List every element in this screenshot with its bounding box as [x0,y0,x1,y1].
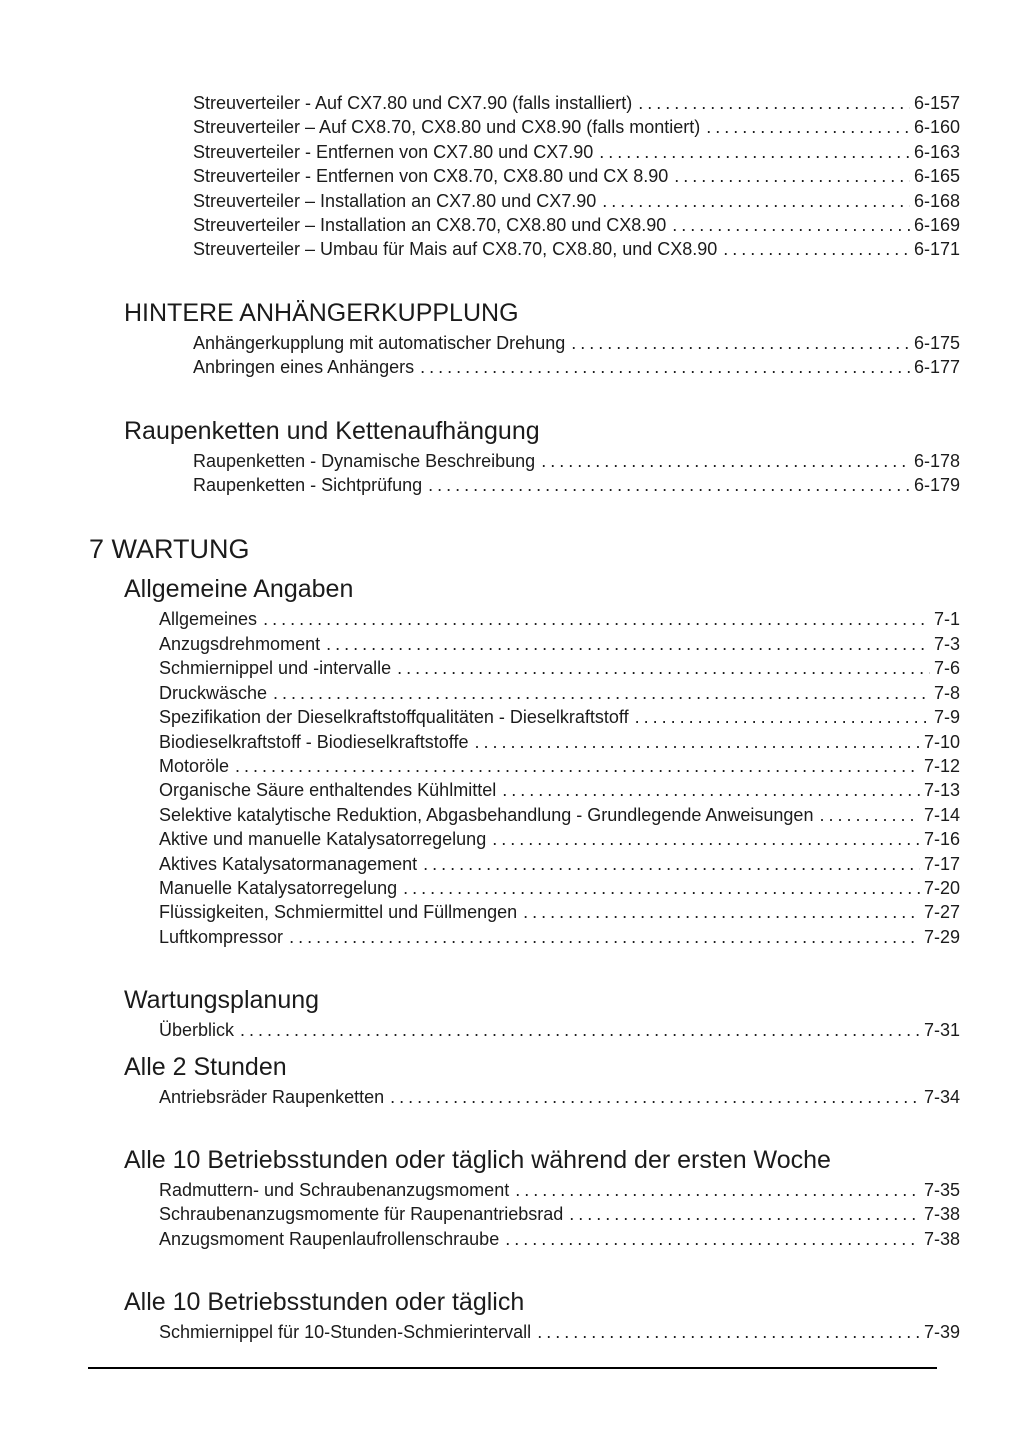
toc-entry-label: Antriebsräder Raupenketten [159,1086,385,1107]
toc-entry-label: Überblick [159,1020,235,1041]
toc-entry[interactable] [159,705,960,729]
toc-leader-dots [505,1227,920,1251]
toc-entry-page-number: 6-179 [913,475,960,496]
toc-entry[interactable] [193,449,960,473]
toc-entry-label: Streuverteiler - Auf CX7.80 und CX7.90 (falls installiert) [193,93,633,113]
toc-entry[interactable] [193,213,960,237]
toc-entry[interactable] [193,140,960,164]
toc-leader-dots [263,607,930,631]
toc-chapter-heading: 7 WARTUNG [89,534,250,565]
toc-entry-page-number: 6-177 [913,357,960,378]
toc-entry-label: Biodieselkraftstoff - Biodieselkraftstoffe [159,731,469,752]
toc-entry-group [89,607,960,949]
toc-entry[interactable] [159,656,960,680]
toc-entry-label: Schmiernippel für 10-Stunden-Schmierintervall [159,1322,532,1343]
toc-entry-label: Radmuttern- und Schraubenanzugsmoment [159,1179,510,1200]
toc-entry-page-number: 7-20 [923,877,960,898]
toc-leader-dots [502,778,920,802]
toc-entry-page-number: 7-10 [923,731,960,752]
toc-leader-dots [672,213,910,237]
toc-entry-label: Manuelle Katalysatorregelung [159,877,398,898]
toc-leader-dots [723,237,910,261]
toc-entry-label: Druckwäsche [159,682,268,703]
toc-entry-label: Schraubenanzugsmomente für Raupenantriebsrad [159,1204,564,1225]
toc-entry-page-number: 7-6 [933,658,960,679]
toc-entry[interactable] [159,900,960,924]
toc-entry[interactable] [159,925,960,949]
toc-entry-label: Aktive und manuelle Katalysatorregelung [159,829,487,850]
toc-entry-label: Streuverteiler – Installation an CX8.70, CX8.80 und CX8.90 [193,215,667,236]
table-of-contents [89,88,960,1345]
toc-leader-dots [397,656,930,680]
toc-entry-page-number: 7-27 [923,902,960,923]
toc-entry-page-number: 6-178 [913,450,960,471]
toc-entry-page-number: 7-14 [923,804,960,825]
toc-leader-dots [390,1085,920,1109]
toc-entry[interactable] [159,681,960,705]
toc-leader-dots [571,331,910,355]
toc-leader-dots [273,681,930,705]
toc-entry-page-number: 6-168 [913,190,960,211]
toc-entry-group [89,1320,960,1344]
toc-entry-label: Allgemeines [159,609,258,630]
toc-entry-label: Schmiernippel und -intervalle [159,658,392,679]
toc-entry-label: Streuverteiler – Auf CX8.70, CX8.80 und CX8.90 (falls montiert) [193,117,701,138]
toc-entry-page-number: 6-169 [913,215,960,236]
toc-entry-page-number: 7-13 [923,780,960,801]
toc-section-heading: Alle 10 Betriebsstunden oder täglich während der ersten Woche [124,1145,831,1174]
toc-entry-label: Streuverteiler – Umbau für Mais auf CX8.70, CX8.80, und CX8.90 [193,239,718,260]
toc-entry-page-number: 6-157 [913,93,960,113]
toc-entry[interactable] [159,754,960,778]
toc-leader-dots [326,632,930,656]
toc-entry[interactable] [159,1085,960,1109]
toc-entry[interactable] [193,164,960,188]
toc-entry-group [89,1018,960,1042]
toc-leader-dots [492,827,920,851]
toc-entry-page-number: 6-160 [913,117,960,138]
toc-entry-label: Raupenketten - Dynamische Beschreibung [193,450,536,471]
toc-entry-page-number: 7-16 [923,829,960,850]
toc-leader-dots [475,730,920,754]
toc-entry-label: Motoröle [159,755,230,776]
toc-entry[interactable] [159,730,960,754]
toc-entry-label: Flüssigkeiten, Schmiermittel und Füllmengen [159,902,518,923]
toc-entry-page-number: 7-29 [923,926,960,947]
toc-leader-dots [420,355,910,379]
toc-entry[interactable] [159,876,960,900]
toc-entry-label: Streuverteiler - Entfernen von CX8.70, CX8.80 und CX 8.90 [193,166,669,187]
toc-leader-dots [674,164,910,188]
footer-rule [88,1367,937,1369]
toc-entry-page-number: 7-1 [933,609,960,630]
toc-leader-dots [602,189,910,213]
toc-entry[interactable] [193,91,960,115]
toc-entry-label: Aktives Katalysatormanagement [159,853,418,874]
toc-leader-dots [569,1202,920,1226]
toc-entry-label: Organische Säure enthaltendes Kühlmittel [159,780,497,801]
toc-leader-dots [541,449,910,473]
toc-entry[interactable] [193,237,960,261]
toc-leader-dots [235,754,920,778]
toc-entry-label: Luftkompressor [159,926,284,947]
toc-entry-label: Streuverteiler - Entfernen von CX7.80 und CX7.90 [193,141,594,162]
toc-entry-page-number: 7-8 [933,682,960,703]
toc-leader-dots [403,876,920,900]
toc-entry[interactable] [159,632,960,656]
toc-entry-label: Anbringen eines Anhängers [193,357,415,378]
toc-entry-label: Selektive katalytische Reduktion, Abgasbehandlung - Grundlegende Anweisungen [159,804,814,825]
toc-leader-dots [289,925,920,949]
toc-entry-page-number: 7-3 [933,633,960,654]
toc-section-heading: Raupenketten und Kettenaufhängung [124,416,540,445]
toc-entry-page-number: 7-31 [923,1020,960,1041]
toc-leader-dots [819,803,920,827]
toc-section-heading: Alle 2 Stunden [124,1052,287,1081]
toc-entry[interactable] [193,189,960,213]
toc-entry[interactable] [159,1202,960,1226]
toc-entry-label: Anzugsmoment Raupenlaufrollenschraube [159,1228,500,1249]
toc-leader-dots [599,140,910,164]
toc-entry[interactable] [159,607,960,631]
toc-entry-page-number: 7-39 [923,1322,960,1343]
toc-leader-dots [515,1178,920,1202]
toc-entry[interactable] [159,1018,960,1042]
toc-entry[interactable] [159,803,960,827]
toc-entry[interactable] [159,1178,960,1202]
toc-entry[interactable] [193,331,960,355]
toc-entry-label: Anzugsdrehmoment [159,633,321,654]
toc-entry[interactable] [193,115,960,139]
toc-entry-page-number: 6-175 [913,332,960,353]
toc-entry[interactable] [159,778,960,802]
toc-entry[interactable] [159,1320,960,1344]
toc-entry-label: Anhängerkupplung mit automatischer Drehung [193,332,566,353]
toc-entry-page-number: 6-171 [913,239,960,260]
toc-leader-dots [537,1320,920,1344]
toc-leader-dots [706,115,910,139]
toc-entry-page-number: 7-12 [923,755,960,776]
toc-leader-dots [423,852,920,876]
toc-entry[interactable] [159,827,960,851]
toc-entry-page-number: 7-35 [923,1179,960,1200]
toc-entry-page-number: 6-163 [913,141,960,162]
toc-entry[interactable] [193,355,960,379]
toc-entry-page-number: 7-38 [923,1228,960,1249]
toc-entry-label: Streuverteiler – Installation an CX7.80 und CX7.90 [193,190,597,211]
toc-leader-dots [428,473,910,497]
toc-section-heading: HINTERE ANHÄNGERKUPPLUNG [124,298,519,327]
toc-leader-dots [523,900,920,924]
toc-entry-group [89,449,960,498]
toc-entry-page-number: 7-9 [933,707,960,728]
toc-entry[interactable] [159,852,960,876]
toc-entry-page-number: 7-34 [923,1086,960,1107]
toc-section-heading: Alle 10 Betriebsstunden oder täglich [124,1288,525,1317]
toc-entry-group [89,91,960,262]
toc-section-heading: Allgemeine Angaben [124,575,354,604]
toc-leader-dots [635,705,930,729]
toc-entry-page-number: 7-17 [923,853,960,874]
toc-leader-dots [240,1018,920,1042]
toc-entry[interactable] [159,1227,960,1251]
toc-entry-group [89,1085,960,1109]
toc-leader-dots [638,91,910,115]
toc-entry-group [89,331,960,380]
toc-section-heading: Wartungsplanung [124,986,320,1015]
toc-entry-label: Raupenketten - Sichtprüfung [193,475,423,496]
toc-entry[interactable] [193,473,960,497]
toc-entry-label: Spezifikation der Dieselkraftstoffqualitäten - Dieselkraftstoff [159,707,629,728]
toc-entry-group [89,1178,960,1251]
toc-entry-page-number: 7-38 [923,1204,960,1225]
toc-entry-page-number: 6-165 [913,166,960,187]
